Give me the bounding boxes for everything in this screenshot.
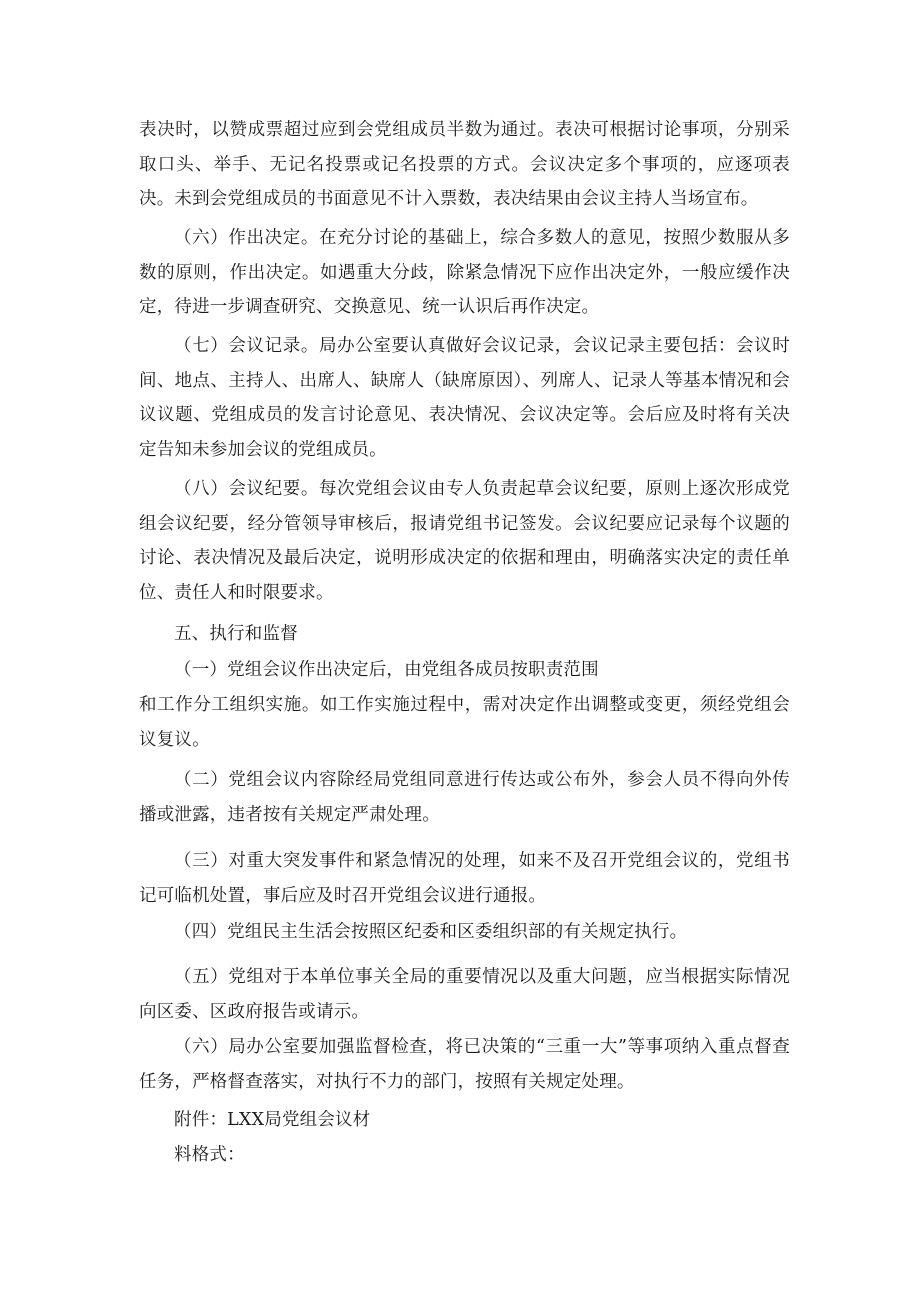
paragraph-execution-5: （五）党组对于本单位事关全局的重要情况以及重大问题，应当根据实际情况向区委、区政府报告或请示。: [139, 967, 790, 1022]
paragraph-voting-rules: 表决时，以赞成票超过应到会党组成员半数为通过。表决可根据讨论事项，分别采取口头、举手、无记名投票或记名投票的方式。会议决定多个事项的，应逐项表决。未到会党组成员的书面意见不计入票数，表决结果由会议主持人当场宣布。: [139, 120, 790, 209]
attachment-line-1: 附件：LXX局党组会议材: [174, 1110, 371, 1130]
section-heading-execution: 五、执行和监督: [174, 624, 298, 644]
paragraph-meeting-minutes: （八）会议纪要。每次党组会议由专人负责起草会议纪要，原则上逐次形成党组会议纪要，经分管领导审核后，报请党组书记签发。会议纪要应记录每个议题的讨论、表决情况及最后决定，说明形成决定的依据和理由，明确落实决定的责任单位、责任人和时限要求。: [139, 479, 790, 603]
paragraph-execution-1-part2: 和工作分工组织实施。如工作实施过程中，需对决定作出调整或变更，须经党组会议复议。: [139, 695, 790, 750]
paragraph-execution-4: （四）党组民主生活会按照区纪委和区委组织部的有关规定执行。: [174, 922, 688, 942]
paragraph-execution-1-part1: （一）党组会议作出决定后，由党组各成员按职责范围: [174, 660, 599, 680]
paragraph-execution-2: （二）党组会议内容除经局党组同意进行传达或公布外，参会人员不得向外传播或泄露，违者按有关规定严肃处理。: [139, 770, 790, 825]
paragraph-meeting-record: （七）会议记录。局办公室要认真做好会议记录，会议记录主要包括：会议时间、地点、主持人、出席人、缺席人（缺席原因）、列席人、记录人等基本情况和会议议题、党组成员的发言讨论意见、表决情况、会议决定等。会后应及时将有关决定告知未参加会议的党组成员。: [139, 336, 790, 460]
paragraph-make-decision: （六）作出决定。在充分讨论的基础上，综合多数人的意见，按照少数服从多数的原则，作出决定。如遇重大分歧，除紧急情况下应作出决定外，一般应缓作决定，待进一步调查研究、交换意见、统一认识后再作决定。: [139, 228, 790, 317]
paragraph-execution-6: （六）局办公室要加强监督检查，将已决策的“三重一大”等事项纳入重点督查任务，严格督查落实，对执行不力的部门，按照有关规定处理。: [139, 1037, 790, 1092]
paragraph-execution-3: （三）对重大突发事件和紧急情况的处理，如来不及召开党组会议的，党组书记可临机处置，事后应及时召开党组会议进行通报。: [139, 851, 790, 906]
attachment-line-2: 料格式：: [174, 1145, 245, 1165]
